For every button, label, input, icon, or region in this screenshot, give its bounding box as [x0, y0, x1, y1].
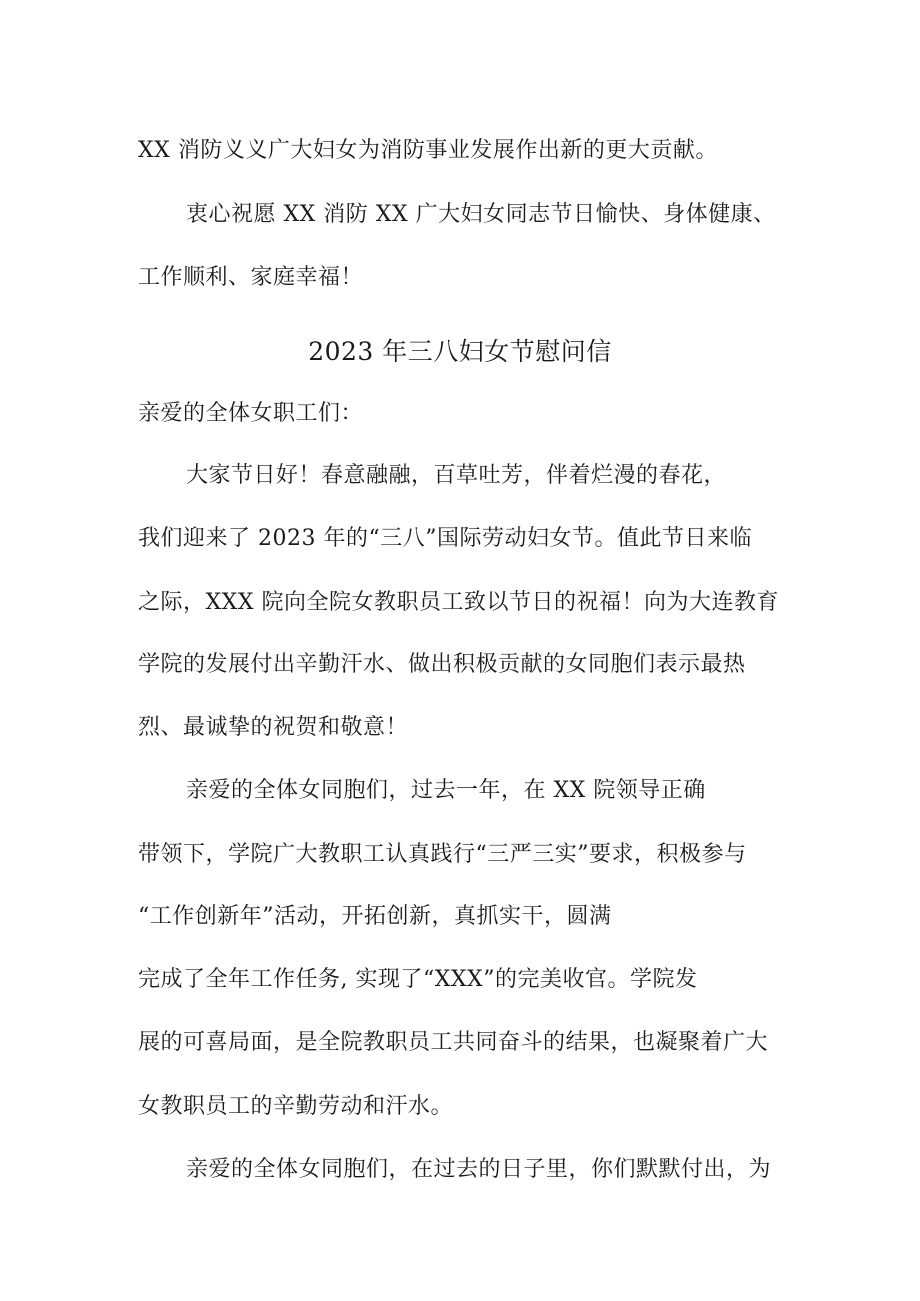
body-line-5: 烈、最诚挚的祝贺和敬意！ [138, 715, 409, 740]
prev-letter-line-3: 工作顺利、家庭幸福！ [138, 265, 364, 290]
body-line-7: 带领下，学院广大教职工认真践行“三严三实”要求，积极参与 [138, 842, 747, 867]
body-line-10: 展的可喜局面，是全院教职员工共同奋斗的结果，也凝聚着广大 [138, 1030, 769, 1055]
body-line-8: “工作创新年”活动，开拓创新，真抓实干，圆满 [138, 904, 612, 929]
letter-title: 2023 年三八妇女节慰问信 [308, 337, 612, 366]
body-line-12: 亲爱的全体女同胞们，在过去的日子里，你们默默付出，为 [186, 1157, 772, 1182]
body-line-2: 我们迎来了 2023 年的“三八”国际劳动妇女节。值此节日来临 [138, 526, 752, 551]
body-line-4: 学院的发展付出辛勤汗水、做出积极贡献的女同胞们表示最热 [138, 652, 746, 677]
salutation: 亲爱的全体女职工们： [138, 401, 364, 426]
body-line-6: 亲爱的全体女同胞们，过去一年，在 XX 院领导正确 [186, 778, 706, 803]
prev-letter-line-2: 衷心祝愿 XX 消防 XX 广大妇女同志节日愉快、身体健康、 [186, 202, 776, 227]
body-line-3: 之际，XXX 院向全院女教职员工致以节日的祝福！向为大连教育 [138, 590, 779, 615]
body-line-11: 女教职员工的辛勤劳动和汗水。 [138, 1094, 454, 1119]
body-line-9: 完成了全年工作任务, 实现了“XXX”的完美收官。学院发 [138, 967, 698, 992]
body-line-1: 大家节日好！春意融融，百草吐芳，伴着烂漫的春花， [186, 463, 727, 488]
prev-letter-line-1: XX 消防义义广大妇女为消防事业发展作出新的更大贡献。 [138, 138, 718, 163]
